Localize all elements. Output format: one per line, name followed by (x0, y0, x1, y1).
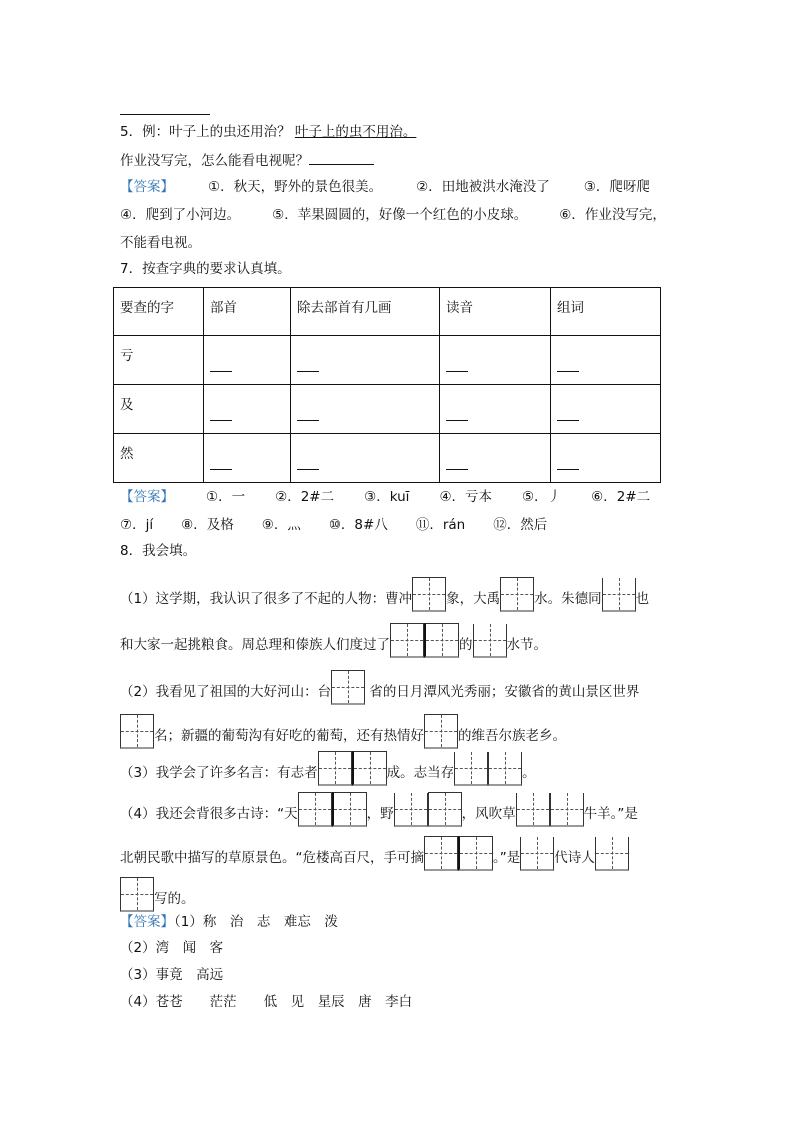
a8-line3: （3）事竟 高远 (120, 967, 224, 983)
table-cell-char: 然 (114, 434, 204, 483)
a7-item: ⑪．rán (415, 517, 466, 533)
char-box[interactable] (500, 577, 534, 612)
char-box[interactable] (424, 623, 459, 658)
text: 水节。 (506, 637, 547, 653)
table-row (114, 434, 661, 483)
table-cell-blank[interactable] (551, 434, 661, 483)
table-header: 除去部首有几画 (291, 288, 440, 336)
char-box[interactable] (550, 793, 584, 827)
table-cell-blank[interactable] (291, 434, 440, 483)
table-row (114, 336, 661, 385)
q8-p4b (120, 849, 629, 867)
char-box[interactable] (424, 836, 458, 871)
text: 水。朱德同 (534, 591, 602, 607)
char-box[interactable] (424, 714, 458, 749)
a5-item: ①．秋天，野外的景色很美。 (208, 179, 383, 195)
table-cell-blank[interactable] (291, 336, 440, 385)
a8-line4: （4）苍苍 茫茫 低 见 星辰 唐 李白 (120, 994, 413, 1010)
text: （4）我还会背很多古诗：“天 (120, 806, 298, 822)
char-box[interactable] (318, 751, 352, 786)
q5-prefix: 5．例：叶子上的虫还用治？ (120, 124, 291, 140)
char-box[interactable] (394, 793, 428, 827)
text: ，野 (366, 806, 394, 822)
text: 代诗人 (554, 850, 595, 866)
char-box[interactable] (298, 792, 332, 827)
a8-text: （1）称 治 志 难忘 泼 (174, 914, 338, 930)
char-box[interactable] (390, 623, 424, 658)
char-box[interactable] (120, 714, 154, 749)
a7-item: ②．2#二 (275, 489, 335, 505)
q5-example-answer: 叶子上的虫不用治。 (294, 124, 417, 140)
q8-p4c (120, 890, 195, 908)
q8-p1 (120, 590, 649, 608)
table-header: 读音 (440, 288, 551, 336)
a7-item: ⑥．2#二 (591, 489, 651, 505)
a5-item: ③．爬呀爬 (583, 179, 650, 195)
text: 和大家一起挑粮食。周总理和傣族人们度过了 (120, 637, 390, 653)
q8-p2b (120, 727, 566, 745)
a5-item: ②．田地被洪水淹没了 (416, 179, 550, 195)
char-box[interactable] (454, 752, 488, 786)
table-cell-blank[interactable] (440, 336, 551, 385)
table-header: 部首 (204, 288, 291, 336)
char-box[interactable] (428, 792, 462, 827)
text: （3）我学会了许多名言：有志者 (120, 765, 318, 781)
text: 省的日月潭风光秀丽；安徽省的黄山景区世界 (369, 684, 640, 700)
q5-example (120, 123, 416, 141)
char-box[interactable] (516, 793, 550, 827)
table-cell-blank[interactable] (440, 434, 551, 483)
a5-line3: 不能看电视。 (120, 235, 201, 251)
char-box[interactable] (520, 837, 554, 871)
q5-question (120, 150, 374, 168)
text: 象，大禹 (446, 591, 501, 607)
char-box[interactable] (595, 837, 629, 871)
text: 。 (522, 765, 536, 781)
table-cell-blank[interactable] (204, 385, 291, 434)
text: 的维吾尔族老乡。 (458, 728, 566, 744)
a5-item: ④．爬到了小河边。 (120, 207, 241, 223)
a5-line1 (120, 178, 650, 196)
table-cell-char: 亏 (114, 336, 204, 385)
text: 名；新疆的葡萄沟有好吃的葡萄，还有热情好 (154, 728, 424, 744)
text: 也 (635, 591, 650, 607)
text: （2）我看见了祖国的大好河山：台 (120, 684, 332, 700)
table-cell-blank[interactable] (204, 336, 291, 385)
table-cell-blank[interactable] (291, 385, 440, 434)
a7-item: ③．kuī (364, 489, 410, 505)
text: 的 (459, 637, 473, 653)
char-box[interactable] (412, 577, 446, 612)
char-box[interactable] (120, 877, 154, 912)
q8-p2 (120, 683, 639, 701)
a7-item: ④．亏本 (439, 489, 493, 505)
a5-line2 (120, 206, 666, 224)
a5-item: ⑥．作业没写完， (559, 207, 666, 223)
char-box[interactable] (332, 792, 367, 827)
q8-p1b (120, 636, 547, 654)
a8-line1 (120, 913, 338, 931)
q8-p3 (120, 764, 536, 782)
q8-title: 8．我会填。 (120, 543, 197, 559)
char-box[interactable] (458, 836, 493, 871)
answer-label: 【答案】 (120, 489, 174, 505)
answer-label: 【答案】 (120, 914, 174, 930)
text: 写的。 (154, 891, 195, 907)
text: 北朝民歌中描写的草原景色。“危楼高百尺，手可摘 (120, 850, 424, 866)
q5-blank[interactable] (309, 150, 374, 165)
dictionary-table (113, 287, 661, 483)
answer-label: 【答案】 (120, 179, 174, 195)
table-cell-char: 及 (114, 385, 204, 434)
text: 。”是 (493, 850, 521, 866)
a7-line2 (120, 516, 547, 534)
q8-p4 (120, 805, 638, 823)
q5-line2: 作业没写完，怎么能看电视呢？ (120, 153, 309, 169)
a7-item: ⑧．及格 (181, 517, 234, 533)
char-box[interactable] (331, 670, 365, 705)
table-row (114, 385, 661, 434)
text: 牛羊。”是 (583, 806, 638, 822)
text: 成。志当存 (386, 765, 455, 781)
a5-item: ⑤．苹果圆圆的，好像一个红色的小皮球。 (272, 207, 528, 223)
table-header: 要查的字 (114, 288, 204, 336)
a8-line2: （2）湾 闻 客 (120, 940, 224, 956)
a7-item: ⑦．jí (120, 517, 154, 533)
table-cell-blank[interactable] (204, 434, 291, 483)
a7-item: ⑤．丿 (522, 489, 562, 505)
a7-line1 (120, 488, 650, 506)
text: ，风吹草 (461, 806, 516, 822)
a7-item: ①．一 (206, 489, 246, 505)
answer-blank-line (120, 100, 210, 118)
char-box[interactable] (602, 578, 636, 612)
char-box[interactable] (473, 624, 507, 658)
a7-item: ⑨．灬 (261, 517, 301, 533)
q7-title: 7．按查字典的要求认真填。 (120, 261, 291, 277)
text: （1）这学期，我认识了很多了不起的人物：曹冲 (120, 591, 413, 607)
table-cell-blank[interactable] (440, 385, 551, 434)
char-box[interactable] (352, 751, 387, 786)
a7-item: ⑫．然后 (493, 517, 548, 533)
table-header: 组词 (551, 288, 661, 336)
table-cell-blank[interactable] (551, 336, 661, 385)
char-box[interactable] (488, 752, 522, 786)
table-cell-blank[interactable] (551, 385, 661, 434)
a7-item: ⑩．8#八 (328, 517, 388, 533)
